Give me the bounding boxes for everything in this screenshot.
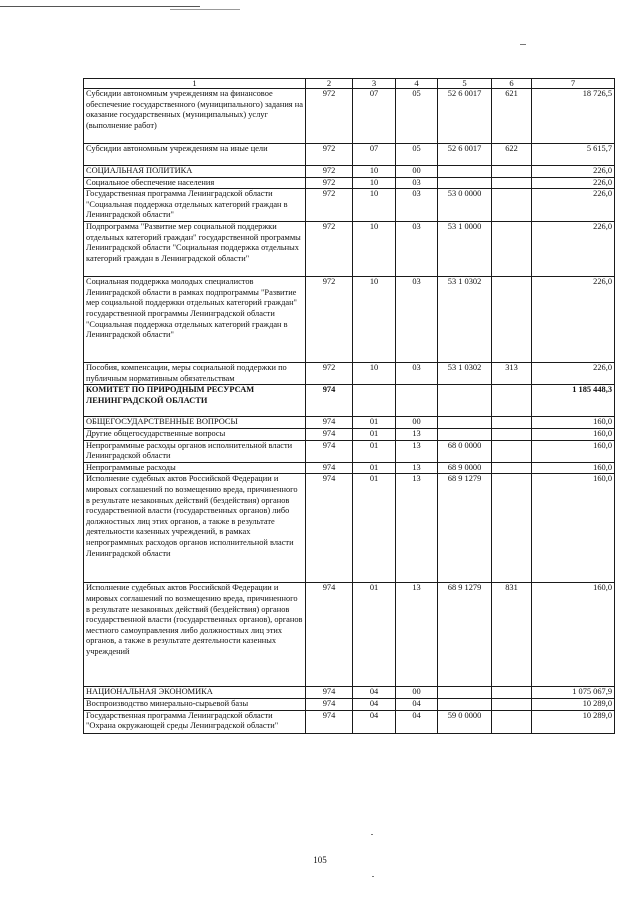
row-amount-cell: 160,0 — [532, 583, 615, 687]
row-code-cell: 972 — [306, 166, 353, 178]
row-subsection-cell: 03 — [396, 277, 438, 363]
row-target-cell: 53 0 0000 — [438, 189, 492, 222]
row-code-cell: 972 — [306, 363, 353, 385]
row-section-cell: 10 — [353, 222, 396, 277]
row-name-cell: СОЦИАЛЬНАЯ ПОЛИТИКА — [84, 166, 306, 178]
row-section-cell — [353, 385, 396, 417]
row-subsection-cell: 03 — [396, 222, 438, 277]
row-target-cell: 68 9 1279 — [438, 583, 492, 687]
row-name-cell: ОБЩЕГОСУДАРСТВЕННЫЕ ВОПРОСЫ — [84, 417, 306, 429]
column-header: 7 — [532, 79, 615, 89]
row-amount-cell: 160,0 — [532, 462, 615, 474]
row-name-cell: Государственная программа Ленинградской области "Охрана окружающей среды Ленинградской области" — [84, 710, 306, 733]
page-number: 105 — [313, 855, 327, 865]
row-target-cell: 53 1 0000 — [438, 222, 492, 277]
row-amount-cell: 226,0 — [532, 363, 615, 385]
row-type-cell — [492, 177, 532, 189]
row-target-cell — [438, 385, 492, 417]
table-row — [84, 177, 615, 189]
top-rule-short — [170, 9, 240, 10]
column-header: 5 — [438, 79, 492, 89]
row-section-cell: 10 — [353, 177, 396, 189]
scan-speck — [372, 876, 374, 877]
row-subsection-cell: 13 — [396, 440, 438, 462]
row-amount-cell: 1 075 067,9 — [532, 687, 615, 699]
table-row — [84, 222, 615, 277]
row-subsection-cell: 13 — [396, 428, 438, 440]
row-target-cell — [438, 428, 492, 440]
row-section-cell: 07 — [353, 89, 396, 144]
row-section-cell: 10 — [353, 166, 396, 178]
row-type-cell — [492, 189, 532, 222]
row-type-cell — [492, 462, 532, 474]
row-name-cell: Непрограммные расходы — [84, 462, 306, 474]
column-header: 1 — [84, 79, 306, 89]
scan-speck — [520, 44, 526, 45]
row-amount-cell: 226,0 — [532, 166, 615, 178]
row-subsection-cell: 13 — [396, 583, 438, 687]
row-subsection-cell: 00 — [396, 166, 438, 178]
row-name-cell: Непрограммные расходы органов исполнительной власти Ленинградской области — [84, 440, 306, 462]
row-section-cell: 04 — [353, 698, 396, 710]
row-name-cell: НАЦИОНАЛЬНАЯ ЭКОНОМИКА — [84, 687, 306, 699]
row-section-cell: 07 — [353, 144, 396, 166]
table-row — [84, 474, 615, 583]
row-subsection-cell — [396, 385, 438, 417]
row-type-cell — [492, 277, 532, 363]
row-amount-cell: 226,0 — [532, 277, 615, 363]
row-subsection-cell: 05 — [396, 89, 438, 144]
row-name-cell: Исполнение судебных актов Российской Федерации и мировых соглашений по возмещению вреда, причиненного в результате незаконных действий (бездействия) органов государственной власти (государственных органов), органов местного самоуправления либо должностных лиц этих органов, а также в результате деятельности казенных учреждений — [84, 583, 306, 687]
row-code-cell: 974 — [306, 440, 353, 462]
row-subsection-cell: 03 — [396, 363, 438, 385]
row-type-cell: 831 — [492, 583, 532, 687]
row-section-cell: 10 — [353, 189, 396, 222]
row-target-cell — [438, 166, 492, 178]
row-type-cell — [492, 474, 532, 583]
column-number-row — [84, 79, 615, 89]
row-target-cell: 59 0 0000 — [438, 710, 492, 733]
column-header: 4 — [396, 79, 438, 89]
row-amount-cell: 10 289,0 — [532, 698, 615, 710]
row-name-cell: КОМИТЕТ ПО ПРИРОДНЫМ РЕСУРСАМ ЛЕНИНГРАДСКОЙ ОБЛАСТИ — [84, 385, 306, 417]
row-section-cell: 01 — [353, 428, 396, 440]
row-name-cell: Воспроизводство минерально-сырьевой базы — [84, 698, 306, 710]
row-target-cell — [438, 177, 492, 189]
row-code-cell: 972 — [306, 189, 353, 222]
row-type-cell — [492, 698, 532, 710]
row-code-cell: 974 — [306, 583, 353, 687]
table-row — [84, 277, 615, 363]
row-amount-cell: 5 615,7 — [532, 144, 615, 166]
column-header: 6 — [492, 79, 532, 89]
row-type-cell — [492, 428, 532, 440]
column-header: 3 — [353, 79, 396, 89]
row-subsection-cell: 03 — [396, 177, 438, 189]
row-section-cell: 01 — [353, 462, 396, 474]
row-section-cell: 04 — [353, 687, 396, 699]
table-row — [84, 144, 615, 166]
row-target-cell — [438, 417, 492, 429]
row-code-cell: 974 — [306, 417, 353, 429]
row-type-cell — [492, 440, 532, 462]
row-type-cell — [492, 687, 532, 699]
row-type-cell — [492, 710, 532, 733]
row-subsection-cell: 00 — [396, 417, 438, 429]
row-target-cell — [438, 698, 492, 710]
row-target-cell: 68 9 0000 — [438, 462, 492, 474]
row-code-cell: 974 — [306, 428, 353, 440]
row-type-cell — [492, 417, 532, 429]
row-name-cell: Социальное обеспечение населения — [84, 177, 306, 189]
table-row — [84, 89, 615, 144]
row-section-cell: 10 — [353, 363, 396, 385]
row-section-cell: 01 — [353, 417, 396, 429]
row-subsection-cell: 00 — [396, 687, 438, 699]
row-name-cell: Подпрограмма "Развитие мер социальной поддержки отдельных категорий граждан" государственной программы Ленинградской области "Социальная поддержка отдельных категорий граждан в Ленинградской области" — [84, 222, 306, 277]
row-name-cell: Другие общегосударственные вопросы — [84, 428, 306, 440]
row-code-cell: 972 — [306, 144, 353, 166]
row-code-cell: 974 — [306, 474, 353, 583]
table-row — [84, 189, 615, 222]
row-name-cell: Пособия, компенсации, меры социальной поддержки по публичным нормативным обязательствам — [84, 363, 306, 385]
row-subsection-cell: 04 — [396, 698, 438, 710]
row-amount-cell: 160,0 — [532, 417, 615, 429]
row-code-cell: 972 — [306, 177, 353, 189]
table-row — [84, 440, 615, 462]
row-amount-cell: 1 185 448,3 — [532, 385, 615, 417]
row-code-cell: 974 — [306, 698, 353, 710]
row-amount-cell: 10 289,0 — [532, 710, 615, 733]
table-row — [84, 462, 615, 474]
table-row — [84, 363, 615, 385]
row-amount-cell: 160,0 — [532, 474, 615, 583]
row-target-cell: 52 6 0017 — [438, 144, 492, 166]
row-subsection-cell: 13 — [396, 474, 438, 583]
row-name-cell: Субсидии автономным учреждениям на финансовое обеспечение государственного (муниципального) задания на оказание государственных (муниципальных) услуг (выполнение работ) — [84, 89, 306, 144]
scan-speck — [371, 834, 373, 835]
row-target-cell — [438, 687, 492, 699]
column-header: 2 — [306, 79, 353, 89]
row-amount-cell: 226,0 — [532, 177, 615, 189]
row-type-cell — [492, 166, 532, 178]
row-subsection-cell: 13 — [396, 462, 438, 474]
row-subsection-cell: 04 — [396, 710, 438, 733]
row-name-cell: Исполнение судебных актов Российской Федерации и мировых соглашений по возмещению вреда, причиненного в результате незаконных действий (бездействия) органов государственной власти (государственных органов) либо должностных лиц этих органов, а также в результате деятельности казенных учреждений, в рамках непрограммных расходов органов исполнительной власти Ленинградской области — [84, 474, 306, 583]
row-amount-cell: 160,0 — [532, 428, 615, 440]
table-row — [84, 698, 615, 710]
row-subsection-cell: 05 — [396, 144, 438, 166]
row-amount-cell: 160,0 — [532, 440, 615, 462]
row-name-cell: Социальная поддержка молодых специалистов Ленинградской области в рамках подпрограммы "Развитие мер социальной поддержки отдельных категорий граждан" государственной программы Ленинградской области "Социальная поддержка отдельных категорий граждан в Ленинградской области" — [84, 277, 306, 363]
row-section-cell: 10 — [353, 277, 396, 363]
row-section-cell: 01 — [353, 440, 396, 462]
row-code-cell: 972 — [306, 277, 353, 363]
table-row — [84, 710, 615, 733]
table-row — [84, 166, 615, 178]
row-section-cell: 01 — [353, 583, 396, 687]
row-code-cell: 974 — [306, 710, 353, 733]
row-type-cell: 622 — [492, 144, 532, 166]
row-target-cell: 68 0 0000 — [438, 440, 492, 462]
row-code-cell: 974 — [306, 385, 353, 417]
row-code-cell: 972 — [306, 89, 353, 144]
row-code-cell: 972 — [306, 222, 353, 277]
row-section-cell: 04 — [353, 710, 396, 733]
row-amount-cell: 226,0 — [532, 222, 615, 277]
row-type-cell: 621 — [492, 89, 532, 144]
row-target-cell: 53 1 0302 — [438, 363, 492, 385]
row-target-cell: 52 6 0017 — [438, 89, 492, 144]
row-target-cell: 53 1 0302 — [438, 277, 492, 363]
table-row — [84, 417, 615, 429]
row-code-cell: 974 — [306, 462, 353, 474]
row-amount-cell: 18 726,5 — [532, 89, 615, 144]
row-amount-cell: 226,0 — [532, 189, 615, 222]
row-name-cell: Субсидии автономным учреждениям на иные цели — [84, 144, 306, 166]
table-row — [84, 687, 615, 699]
row-code-cell: 974 — [306, 687, 353, 699]
row-type-cell — [492, 385, 532, 417]
row-name-cell: Государственная программа Ленинградской области "Социальная поддержка отдельных категорий граждан в Ленинградской области" — [84, 189, 306, 222]
row-type-cell — [492, 222, 532, 277]
row-subsection-cell: 03 — [396, 189, 438, 222]
table-row — [84, 583, 615, 687]
table-row — [84, 428, 615, 440]
top-rule — [0, 6, 200, 7]
budget-table — [83, 78, 615, 734]
row-target-cell: 68 9 1279 — [438, 474, 492, 583]
row-type-cell: 313 — [492, 363, 532, 385]
table-row — [84, 385, 615, 417]
row-section-cell: 01 — [353, 474, 396, 583]
